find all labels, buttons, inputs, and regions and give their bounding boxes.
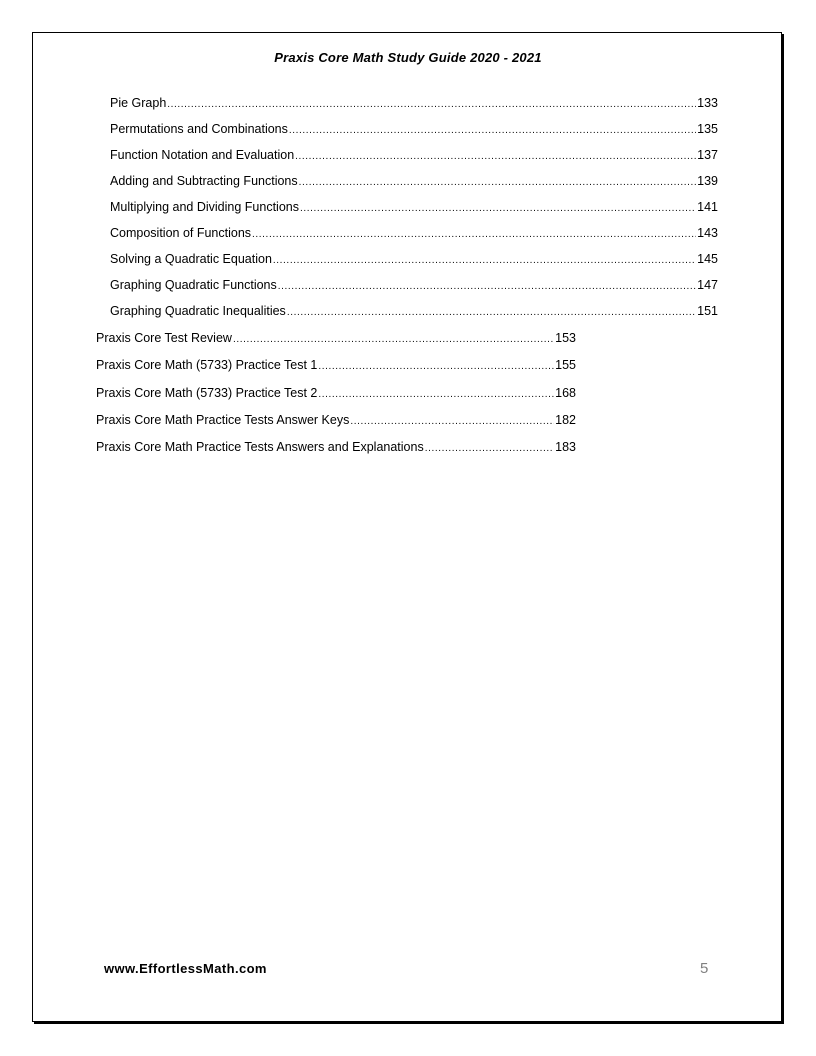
toc-entry-page: 147 [697, 278, 718, 292]
toc-entry-page: 143 [697, 226, 718, 240]
toc-leader-dots [300, 203, 696, 214]
toc-entry-page: 135 [697, 122, 718, 136]
toc-entry[interactable] [110, 148, 718, 162]
toc-entry-page: 168 [555, 386, 576, 400]
toc-leader-dots [295, 151, 696, 162]
toc-leader-dots [278, 281, 696, 292]
toc-entry-label: Permutations and Combinations [110, 122, 288, 136]
footer-website: www.EffortlessMath.com [104, 961, 267, 976]
toc-entry-label: Praxis Core Math (5733) Practice Test 2 [96, 386, 318, 400]
toc-leader-dots [252, 229, 696, 240]
toc-entry-label: Praxis Core Math Practice Tests Answer Keys [96, 413, 350, 427]
toc-entry[interactable] [110, 200, 718, 214]
page-title: Praxis Core Math Study Guide 2020 - 2021 [274, 50, 542, 65]
toc-leader-dots [273, 255, 696, 266]
toc-entry[interactable] [110, 96, 718, 110]
toc-entry-page: 137 [697, 148, 718, 162]
toc-entry-page: 139 [697, 174, 718, 188]
toc-leader-dots [233, 334, 554, 345]
toc-entry-page: 151 [697, 304, 718, 318]
toc-leader-dots [350, 416, 554, 427]
toc-leader-dots [425, 443, 554, 454]
toc-entry[interactable] [110, 278, 718, 292]
toc-entry-page: 153 [555, 331, 576, 345]
toc-leader-dots [299, 177, 697, 188]
toc-entry-main[interactable] [96, 331, 576, 345]
toc-entry[interactable] [110, 304, 718, 318]
toc-entry[interactable] [110, 252, 718, 266]
toc-entry-label: Graphing Quadratic Inequalities [110, 304, 286, 318]
toc-leader-dots [289, 125, 696, 136]
toc-entry-label: Solving a Quadratic Equation [110, 252, 272, 266]
toc-entry-label: Function Notation and Evaluation [110, 148, 295, 162]
toc-entry-label: Praxis Core Test Review [96, 331, 232, 345]
toc-leader-dots [318, 389, 554, 400]
toc-entry-label: Praxis Core Math (5733) Practice Test 1 [96, 358, 318, 372]
toc-leader-dots [167, 99, 696, 110]
toc-entry-label: Multiplying and Dividing Functions [110, 200, 299, 214]
toc-entry-page: 155 [555, 358, 576, 372]
toc-entry-label: Praxis Core Math Practice Tests Answers and Explanations [96, 440, 424, 454]
toc-entry-main[interactable] [96, 358, 576, 372]
toc-entry[interactable] [110, 174, 718, 188]
toc-entry-label: Pie Graph [110, 96, 167, 110]
toc-entry-page: 183 [555, 440, 576, 454]
toc-entry-label: Graphing Quadratic Functions [110, 278, 277, 292]
toc-entry-page: 133 [697, 96, 718, 110]
toc-leader-dots [287, 307, 696, 318]
toc-entry-page: 145 [697, 252, 718, 266]
toc-entry-page: 182 [555, 413, 576, 427]
toc-entry-page: 141 [697, 200, 718, 214]
toc-entry-main[interactable] [96, 413, 576, 427]
toc-entry-main[interactable] [96, 386, 576, 400]
toc-entry-label: Composition of Functions [110, 226, 252, 240]
footer-page-number: 5 [700, 960, 709, 977]
toc-entry-label: Adding and Subtracting Functions [110, 174, 298, 188]
toc-entry-main[interactable] [96, 440, 576, 454]
toc-leader-dots [318, 361, 554, 372]
toc-entry[interactable] [110, 122, 718, 136]
toc-entry[interactable] [110, 226, 718, 240]
